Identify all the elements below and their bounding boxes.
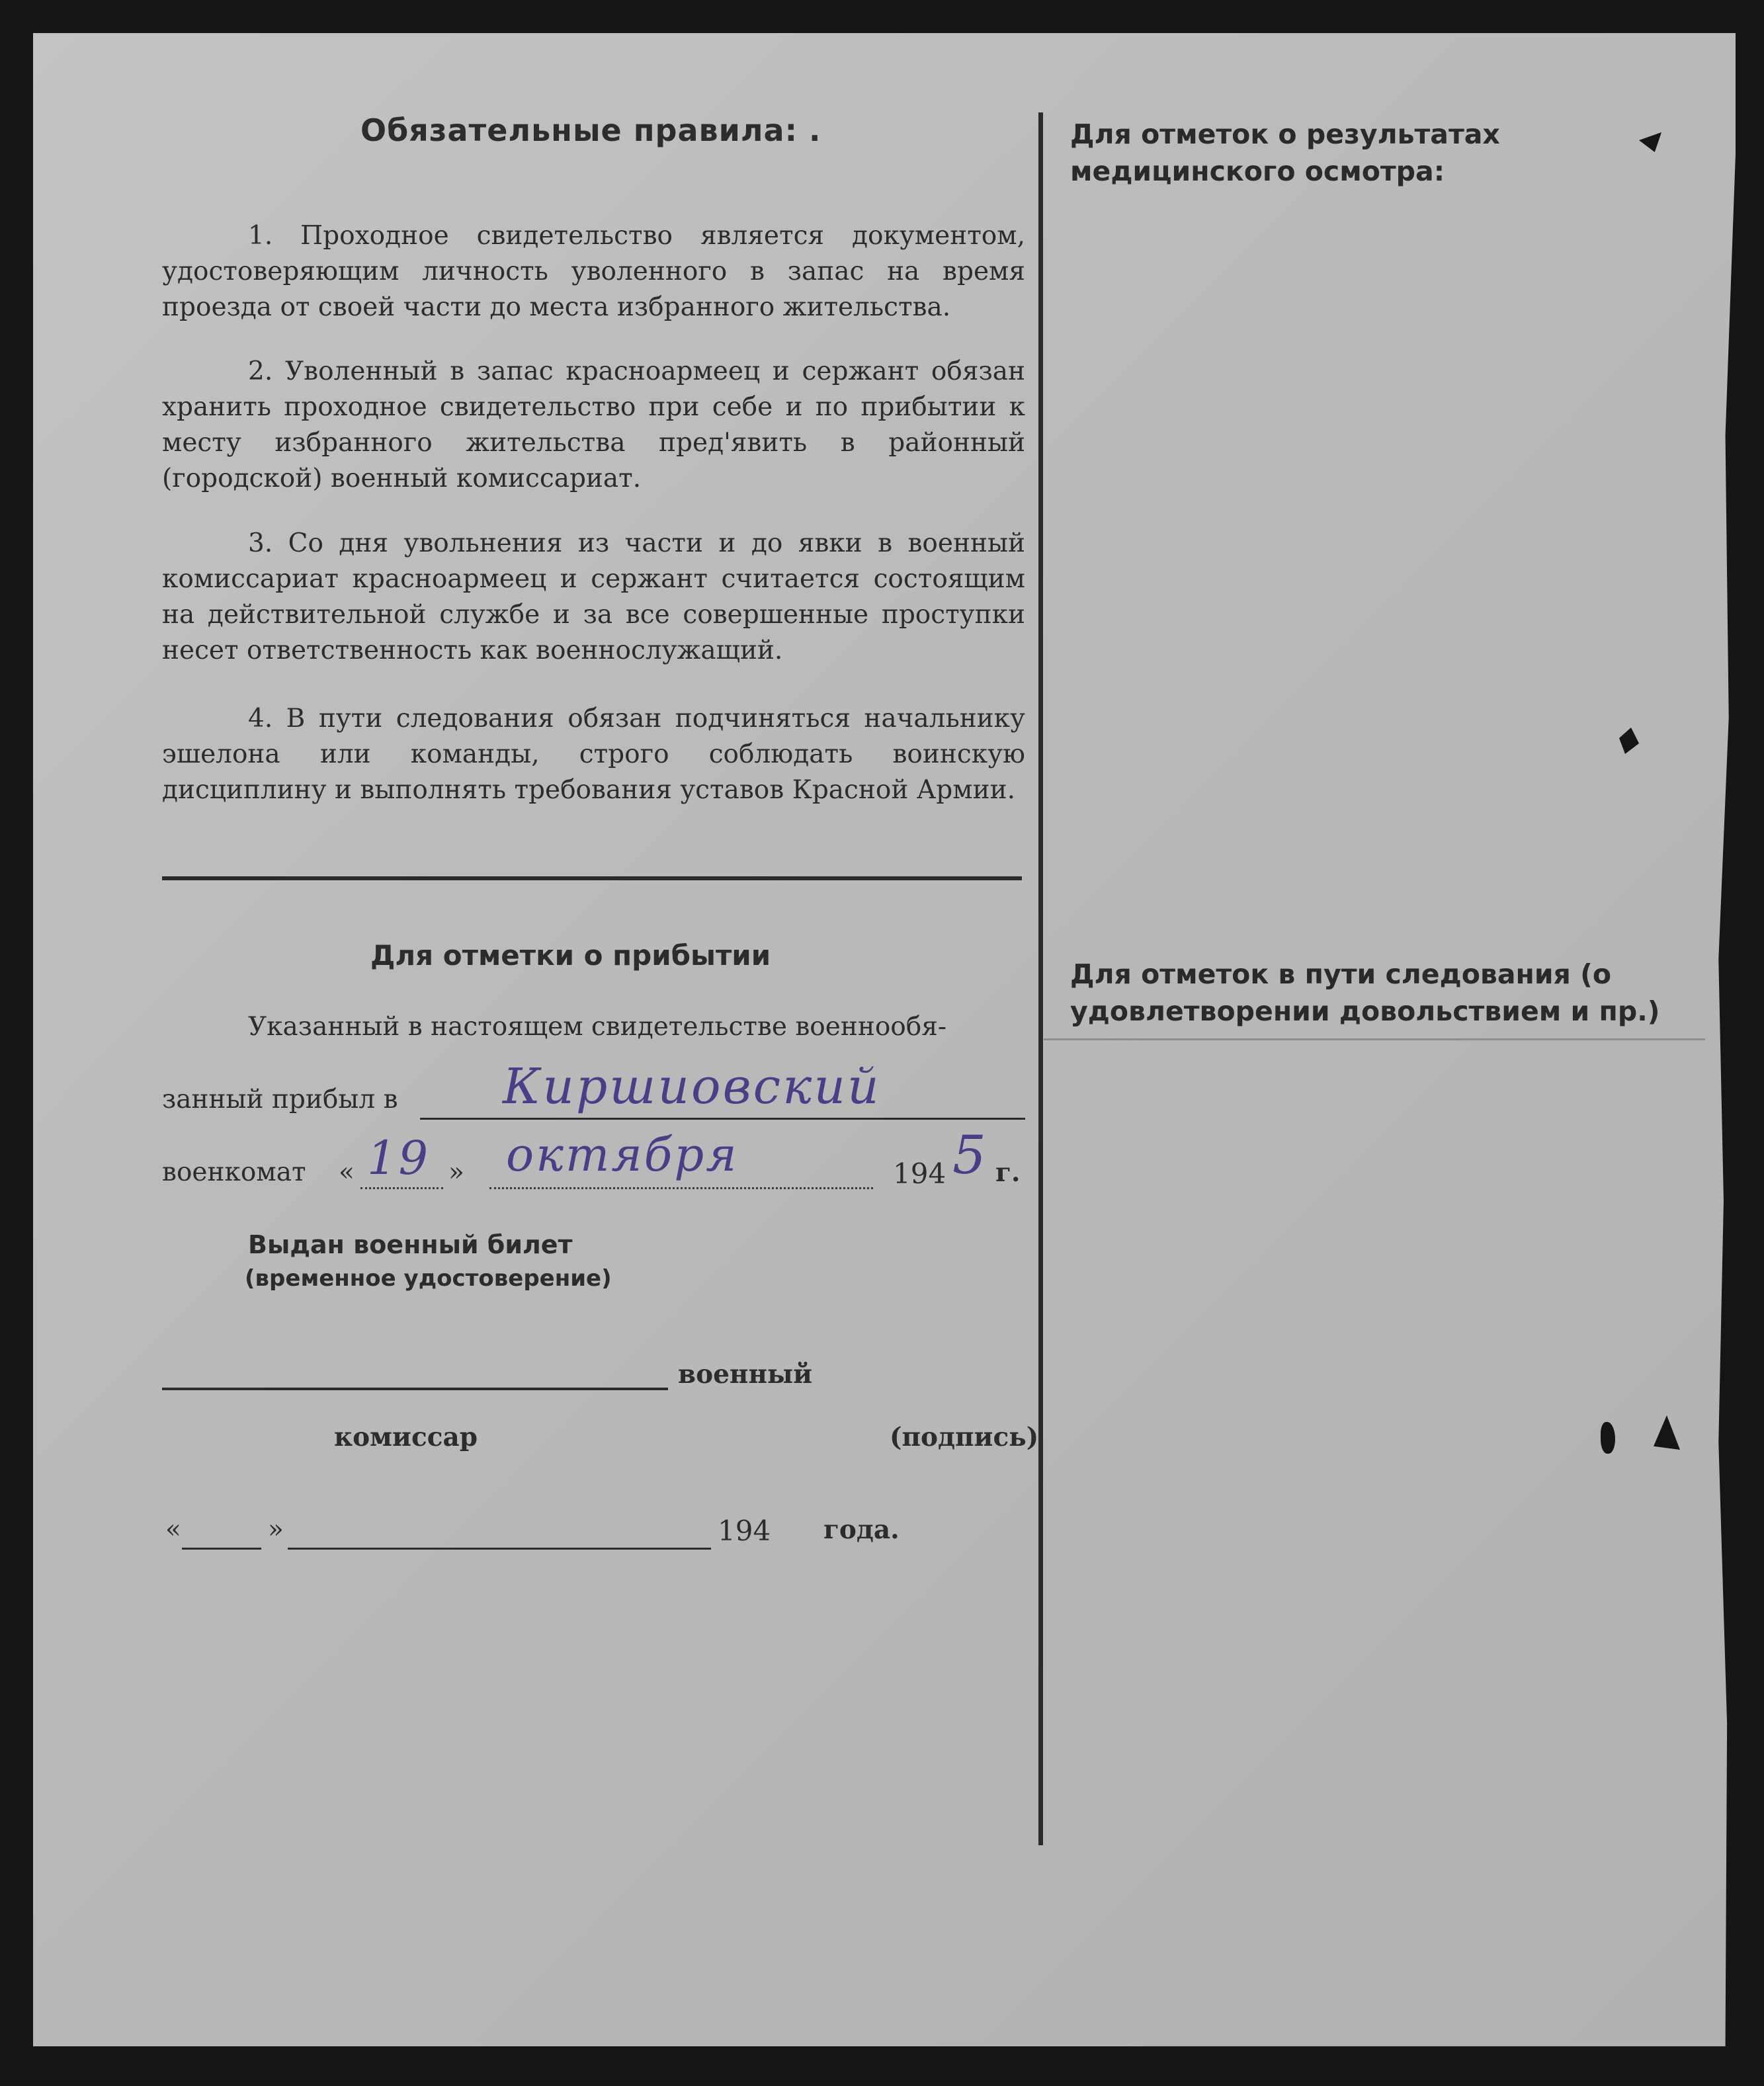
column-divider [1038,112,1043,1845]
date-quote-close: » [268,1515,284,1544]
ticket-label: Выдан военный билет [248,1230,573,1259]
rule-text-1: 1. Проходное свидетельство является документом, удостоверяющим личность уволенного в запас на время проезда от своей части до места избранного жительства. [162,221,1025,322]
commissariat-underline [420,1118,1025,1120]
year-suffix: г. [995,1157,1021,1188]
day-handwritten: 19 [367,1131,431,1185]
rule-item-4 [162,701,1025,808]
date-day-line [182,1548,261,1550]
military-label: военный [678,1359,813,1390]
date-suffix: года. [823,1515,900,1545]
day-quote-close: » [448,1157,464,1187]
arrival-title: Для отметки о прибытии [370,939,771,972]
rule-text-4: 4. В пути следования обязан подчиняться начальнику эшелона или команды, строго соблюдать воинскую дисциплину и выполнять требования уставов Красной Армии. [162,704,1025,805]
fold-crease [1044,1038,1705,1040]
arrival-line1: Указанный в настоящем свидетельстве военнообя- [248,1012,947,1042]
rule-text-2: 2. Уволенный в запас красноармеец и сержант обязан хранить проходное свидетельство при себе и по прибытии к месту избранного жительства пред'явить в районный (городской) военный комиссариат. [162,356,1025,493]
year-printed: 194 [893,1157,946,1190]
travel-heading: Для отметок в пути следования (о удовлетворении довольствием и пр.) [1070,958,1660,1027]
rule-item-1 [162,218,1025,325]
rules-title: Обязательные правила: . [360,112,821,148]
arrival-line3-prefix: военкомат [162,1157,306,1187]
rule-item-2 [162,354,1025,497]
year-handwritten: 5 [952,1124,988,1186]
signature-label: (подпись) [890,1422,1039,1452]
date-year: 194 [718,1515,771,1547]
day-quote-open: « [339,1157,355,1187]
commissariat-handwritten: Киршиовский [503,1058,881,1115]
month-underline [489,1187,873,1189]
section-divider [162,876,1022,880]
day-underline [360,1187,443,1189]
arrival-line2-prefix: занный прибыл в [162,1085,398,1114]
commissar-label: комиссар [334,1422,478,1452]
rule-item-3 [162,526,1025,669]
rule-text-3: 3. Со дня увольнения из части и до явки в военный комиссариат красноармеец и сержант считается состоящим на действительной службе и за все совершенные проступки несет ответственность как военнослужащий. [162,528,1025,665]
date-quote-open: « [165,1515,181,1544]
medical-heading: Для отметок о результатах медицинского осмотра: [1070,118,1500,187]
commissar-signature-line [162,1388,668,1390]
paper-hole [1601,1422,1615,1454]
month-handwritten: октября [506,1128,739,1182]
date-month-line [288,1548,711,1550]
ticket-sub-label: (временное удостоверение) [245,1265,612,1292]
